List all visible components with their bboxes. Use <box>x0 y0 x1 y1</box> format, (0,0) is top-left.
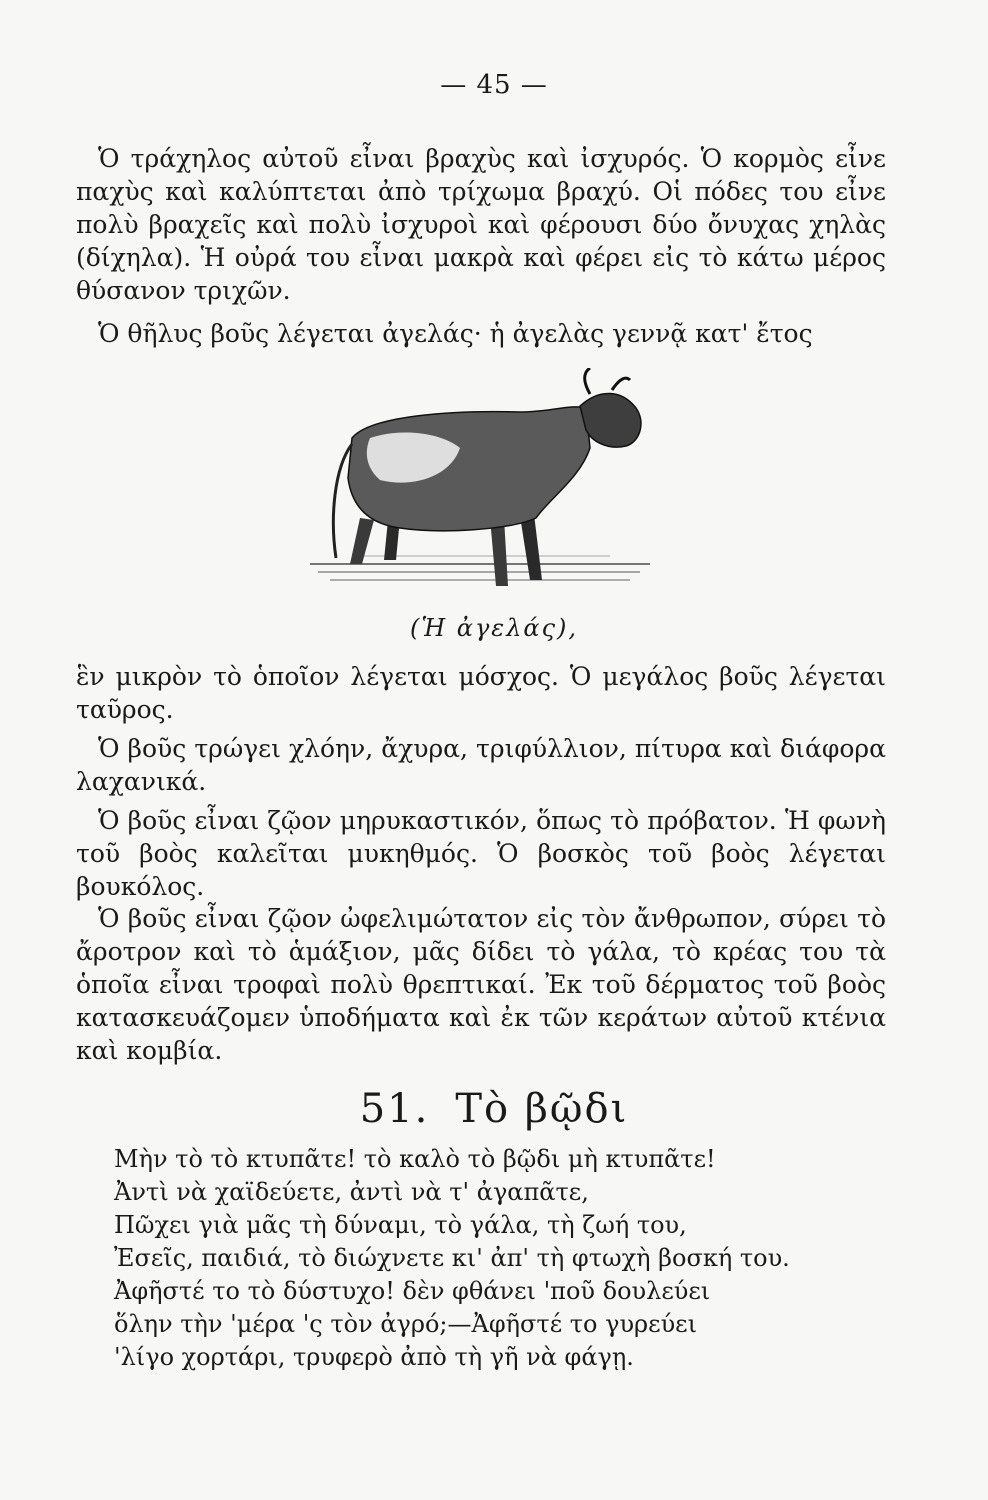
poem-line: 'λίγο χορτάρι, τρυφερὸ ἀπὸ τὴ γῆ νὰ φάγῃ. <box>114 1343 634 1371</box>
cow-illustration <box>290 368 670 600</box>
paragraph-diet: Ὁ βοῦς τρώγει χλόην, ἄχυρα, τριφύλλιον, πίτυρα καὶ διάφορα λαχανικά. <box>76 734 886 796</box>
poem-line: Ἐσεῖς, παιδιά, τὸ διώχνετε κι' ἀπ' τὴ φτωχὴ βοσκή του. <box>114 1244 790 1272</box>
poem-line: ὅλην τὴν 'μέρα 'ς τὸν ἀγρό;—Ἀφῆστέ το γυρεύει <box>114 1310 698 1338</box>
poem-line: Πῶχει γιὰ μᾶς τὴ δύναμι, τὸ γάλα, τὴ ζωή του, <box>114 1211 687 1239</box>
paragraph-usefulness: Ὁ βοῦς εἶναι ζῷον ὠφελιμώτατον εἰς τὸν ἄνθρωπον, σύρει τὸ ἄροτρον καὶ τὸ ἁμάξιον, μᾶς δίδει τὸ γάλα, τὸ κρέας του τὰ ὁποῖα εἶναι τροφαὶ πολὺ θρεπτικαί. Ἐκ τοῦ δέρματος τοῦ βοὸς κατασκευάζομεν ὑποδήματα καὶ ἐκ τῶν κεράτων αὐτοῦ κτένια καὶ κομβία. <box>76 904 886 1065</box>
poem-line: Μὴν τὸ τὸ κτυπᾶτε! τὸ καλὸ τὸ βῷδι μὴ κτυπᾶτε! <box>114 1145 716 1173</box>
paragraph-female-cow: Ὁ θῆλυς βοῦς λέγεται ἀγελάς· ἡ ἀγελὰς γεννᾷ κατ' ἔτος <box>98 319 813 348</box>
paragraph-cow-anatomy: Ὁ τράχηλος αὐτοῦ εἶναι βραχὺς καὶ ἰσχυρός. Ὁ κορμὸς εἶνε παχὺς καὶ καλύπτεται ἀπὸ τρίχωμα βραχύ. Οἱ πόδες του εἶνε πολὺ βραχεῖς καὶ πολὺ ἰσχυροὶ καὶ φέρουσι δύο ὄνυχας χηλὰς (δίχηλα). Ἡ οὐρά του εἶναι μακρὰ καὶ φέρει εἰς τὸ κάτω μέρος θύσανον τριχῶν. <box>76 144 886 305</box>
paragraph-ruminant: Ὁ βοῦς εἶναι ζῷον μηρυκαστικόν, ὅπως τὸ πρόβατον. Ἡ φωνὴ τοῦ βοὸς καλεῖται μυκηθμός. Ὁ βοσκὸς τοῦ βοὸς λέγεται βουκόλος. <box>76 806 886 901</box>
page-number: — 45 — <box>440 70 548 100</box>
poem-body <box>114 1143 894 1374</box>
poem-line: Ἀφῆστέ το τὸ δύστυχο! δὲν φθάνει 'ποῦ δουλεύει <box>114 1277 711 1305</box>
poem-heading <box>0 1086 988 1132</box>
poem-number: 51. <box>359 1086 430 1132</box>
cow-horns <box>585 368 630 394</box>
paragraph-calf-bull: ἓν μικρὸν τὸ ὁποῖον λέγεται μόσχος. Ὁ μεγάλος βοῦς λέγεται ταῦρος. <box>76 662 886 724</box>
poem-line: Ἀντὶ νὰ χαϊδεύετε, ἀντὶ νὰ τ' ἀγαπᾶτε, <box>114 1178 589 1206</box>
poem-title: Τὸ βῷδι <box>455 1086 629 1132</box>
figure-caption: (Ἡ ἀγελάς), <box>409 614 579 642</box>
